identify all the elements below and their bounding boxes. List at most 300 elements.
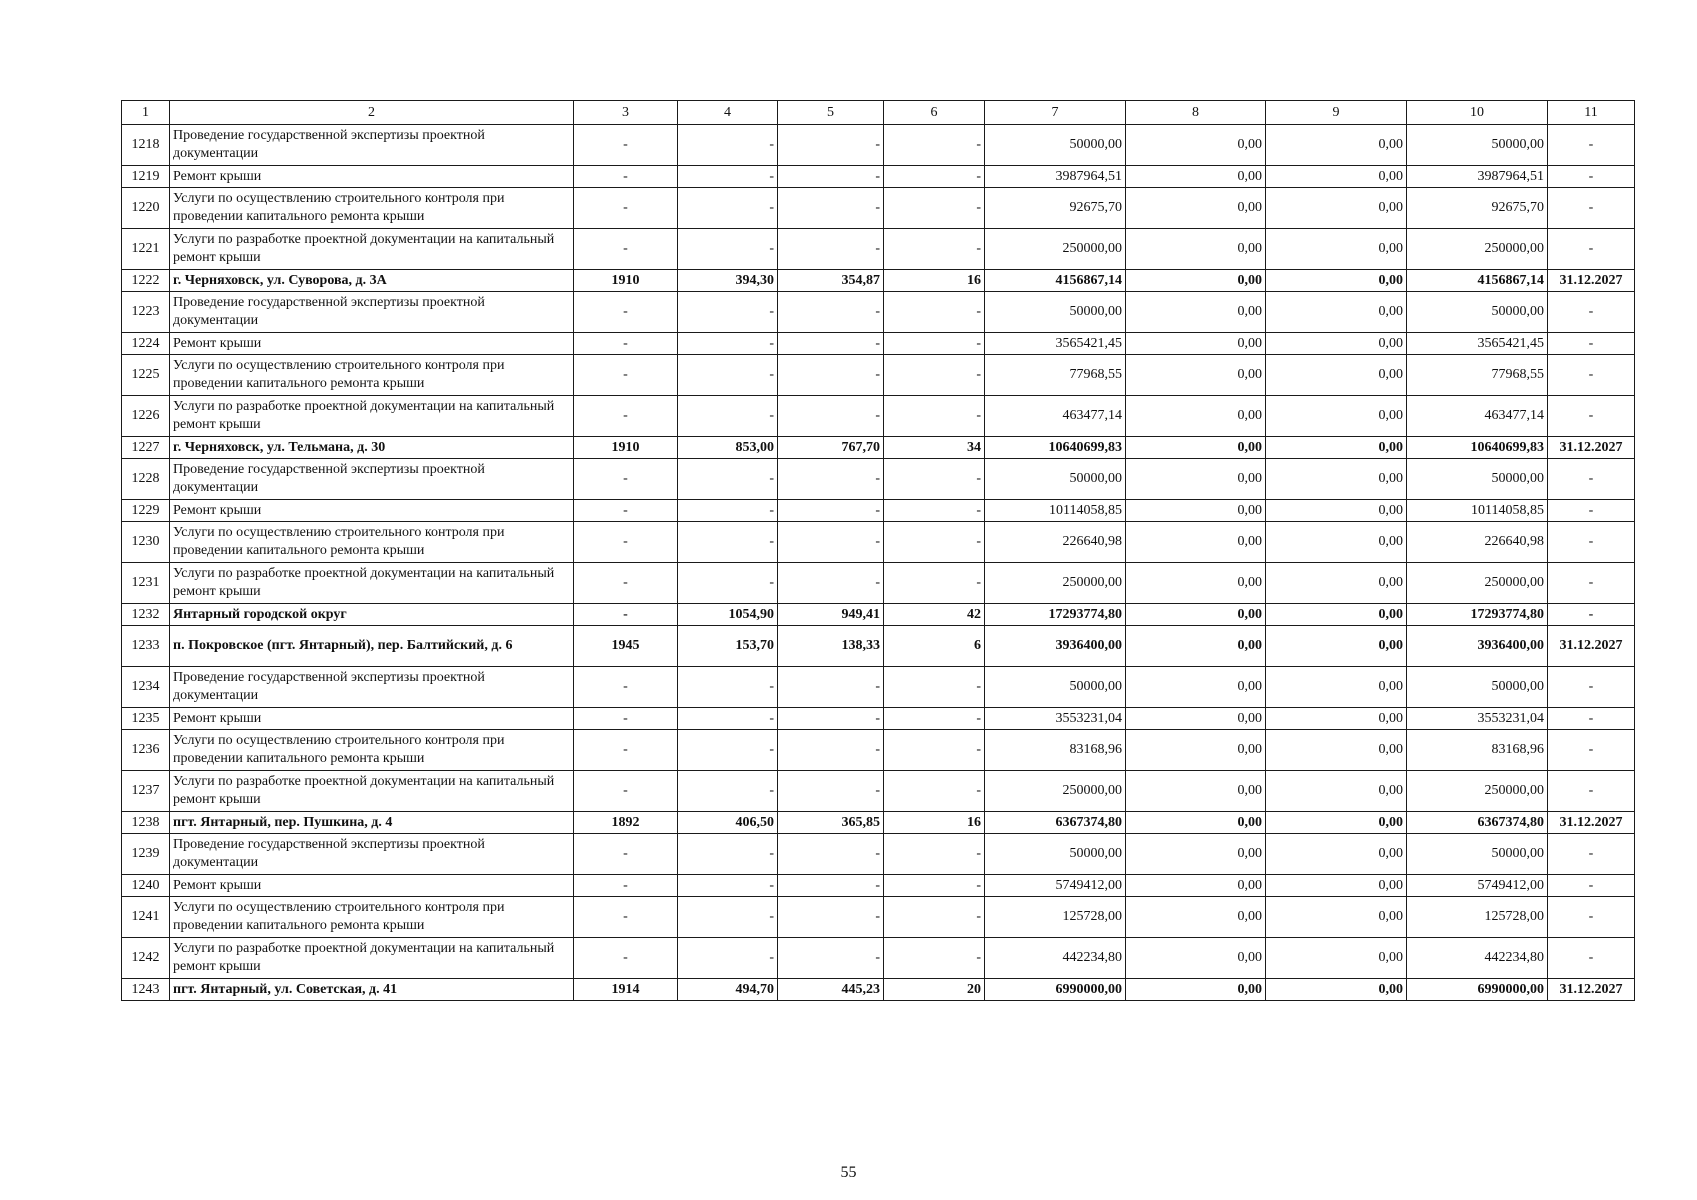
cell-col6: - [884,667,985,708]
table-row [122,626,1635,667]
cell-col6: - [884,897,985,938]
cell-col10: 250000,00 [1407,563,1548,604]
row-number: 1219 [122,166,170,188]
work-description: Янтарный городской округ [170,604,574,626]
cell-col11: - [1548,604,1635,626]
work-description: Проведение государственной экспертизы проектной документации [170,459,574,500]
work-description: Проведение государственной экспертизы проектной документации [170,667,574,708]
cell-col7: 250000,00 [985,771,1126,812]
table-row [122,396,1635,437]
cell-col3: 1945 [574,626,678,667]
cell-col8: 0,00 [1126,938,1266,979]
cell-col4: 853,00 [678,437,778,459]
cell-col4: - [678,188,778,229]
row-number: 1224 [122,333,170,355]
cell-col5: - [778,396,884,437]
column-header-7: 7 [985,101,1126,125]
cell-col5: - [778,771,884,812]
cell-col11: - [1548,522,1635,563]
cell-col4: - [678,355,778,396]
cell-col9: 0,00 [1266,979,1407,1001]
table-row [122,771,1635,812]
table-row [122,604,1635,626]
cell-col7: 6367374,80 [985,812,1126,834]
cell-col8: 0,00 [1126,355,1266,396]
column-header-5: 5 [778,101,884,125]
cell-col9: 0,00 [1266,522,1407,563]
row-number: 1235 [122,708,170,730]
column-header-2: 2 [170,101,574,125]
cell-col4: 494,70 [678,979,778,1001]
cell-col10: 3553231,04 [1407,708,1548,730]
cell-col8: 0,00 [1126,626,1266,667]
work-description: пгт. Янтарный, пер. Пушкина, д. 4 [170,812,574,834]
column-header-8: 8 [1126,101,1266,125]
work-description: Услуги по осуществлению строительного контроля при проведении капитального ремонта крыши [170,730,574,771]
cell-col5: - [778,166,884,188]
cell-col3: 1892 [574,812,678,834]
cell-col9: 0,00 [1266,125,1407,166]
cell-col5: - [778,333,884,355]
cell-col11: 31.12.2027 [1548,979,1635,1001]
cell-col8: 0,00 [1126,604,1266,626]
work-description: п. Покровское (пгт. Янтарный), пер. Балтийский, д. 6 [170,626,574,667]
cell-col3: - [574,125,678,166]
cell-col8: 0,00 [1126,188,1266,229]
work-description: Проведение государственной экспертизы проектной документации [170,834,574,875]
work-description: Услуги по осуществлению строительного контроля при проведении капитального ремонта крыши [170,897,574,938]
cell-col10: 77968,55 [1407,355,1548,396]
cell-col11: - [1548,667,1635,708]
cell-col5: - [778,355,884,396]
cell-col9: 0,00 [1266,229,1407,270]
cell-col5: 767,70 [778,437,884,459]
table-row [122,292,1635,333]
row-number: 1227 [122,437,170,459]
cell-col8: 0,00 [1126,812,1266,834]
table-row [122,500,1635,522]
work-description: г. Черняховск, ул. Суворова, д. 3А [170,270,574,292]
cell-col4: - [678,667,778,708]
cell-col3: - [574,708,678,730]
work-description: Ремонт крыши [170,708,574,730]
work-description: Ремонт крыши [170,166,574,188]
cell-col7: 10640699,83 [985,437,1126,459]
cell-col3: 1910 [574,270,678,292]
table-row [122,459,1635,500]
cell-col10: 4156867,14 [1407,270,1548,292]
row-number: 1242 [122,938,170,979]
cell-col9: 0,00 [1266,333,1407,355]
row-number: 1221 [122,229,170,270]
cell-col10: 50000,00 [1407,834,1548,875]
row-number: 1220 [122,188,170,229]
cell-col10: 50000,00 [1407,667,1548,708]
cell-col3: - [574,522,678,563]
row-number: 1229 [122,500,170,522]
cell-col4: - [678,333,778,355]
cell-col7: 17293774,80 [985,604,1126,626]
cell-col4: 394,30 [678,270,778,292]
cell-col6: - [884,875,985,897]
table-row [122,333,1635,355]
cell-col11: - [1548,355,1635,396]
cell-col11: - [1548,188,1635,229]
cell-col6: - [884,834,985,875]
cell-col5: - [778,897,884,938]
cell-col11: 31.12.2027 [1548,437,1635,459]
cell-col5: - [778,459,884,500]
column-header-6: 6 [884,101,985,125]
cell-col10: 250000,00 [1407,229,1548,270]
table-row [122,563,1635,604]
cell-col6: - [884,396,985,437]
cell-col6: 16 [884,270,985,292]
cell-col8: 0,00 [1126,897,1266,938]
work-description: Услуги по осуществлению строительного контроля при проведении капитального ремонта крыши [170,188,574,229]
cell-col4: - [678,166,778,188]
cell-col11: 31.12.2027 [1548,270,1635,292]
cell-col10: 226640,98 [1407,522,1548,563]
cell-col3: - [574,771,678,812]
cell-col3: - [574,459,678,500]
cell-col4: - [678,834,778,875]
cell-col4: - [678,708,778,730]
cell-col6: 6 [884,626,985,667]
work-description: г. Черняховск, ул. Тельмана, д. 30 [170,437,574,459]
cell-col7: 50000,00 [985,459,1126,500]
cell-col4: - [678,938,778,979]
cell-col8: 0,00 [1126,875,1266,897]
table-row [122,812,1635,834]
cell-col7: 250000,00 [985,229,1126,270]
cell-col6: 34 [884,437,985,459]
cell-col6: - [884,708,985,730]
cell-col7: 50000,00 [985,667,1126,708]
column-header-1: 1 [122,101,170,125]
cell-col6: - [884,166,985,188]
cell-col8: 0,00 [1126,730,1266,771]
cell-col8: 0,00 [1126,500,1266,522]
cell-col5: - [778,522,884,563]
work-description: Услуги по разработке проектной документации на капитальный ремонт крыши [170,396,574,437]
cell-col4: - [678,730,778,771]
cell-col3: - [574,292,678,333]
cell-col3: - [574,355,678,396]
table-row [122,667,1635,708]
table-row [122,897,1635,938]
cell-col5: 445,23 [778,979,884,1001]
cell-col10: 10640699,83 [1407,437,1548,459]
cell-col7: 50000,00 [985,292,1126,333]
table-row [122,979,1635,1001]
cell-col3: - [574,563,678,604]
work-description: Ремонт крыши [170,875,574,897]
cell-col9: 0,00 [1266,626,1407,667]
work-description: Проведение государственной экспертизы проектной документации [170,292,574,333]
cell-col3: - [574,333,678,355]
cell-col7: 4156867,14 [985,270,1126,292]
cell-col9: 0,00 [1266,875,1407,897]
row-number: 1237 [122,771,170,812]
table-row [122,270,1635,292]
cell-col8: 0,00 [1126,522,1266,563]
cell-col8: 0,00 [1126,771,1266,812]
cell-col10: 3565421,45 [1407,333,1548,355]
cell-col11: - [1548,897,1635,938]
cell-col9: 0,00 [1266,812,1407,834]
cell-col8: 0,00 [1126,834,1266,875]
cell-col3: - [574,834,678,875]
cell-col5: - [778,125,884,166]
cell-col5: - [778,500,884,522]
cell-col8: 0,00 [1126,166,1266,188]
cell-col10: 463477,14 [1407,396,1548,437]
cell-col3: 1910 [574,437,678,459]
cell-col4: - [678,522,778,563]
cell-col7: 3553231,04 [985,708,1126,730]
cell-col10: 17293774,80 [1407,604,1548,626]
register-table [121,100,1635,1001]
cell-col9: 0,00 [1266,292,1407,333]
cell-col7: 442234,80 [985,938,1126,979]
cell-col4: - [678,500,778,522]
cell-col5: - [778,834,884,875]
cell-col11: - [1548,459,1635,500]
cell-col10: 6367374,80 [1407,812,1548,834]
table-row [122,730,1635,771]
cell-col4: - [678,229,778,270]
cell-col10: 50000,00 [1407,125,1548,166]
cell-col9: 0,00 [1266,459,1407,500]
table-body [122,101,1635,1001]
cell-col6: - [884,355,985,396]
work-description: Ремонт крыши [170,500,574,522]
table-row [122,229,1635,270]
cell-col10: 250000,00 [1407,771,1548,812]
cell-col6: - [884,522,985,563]
row-number: 1243 [122,979,170,1001]
cell-col8: 0,00 [1126,333,1266,355]
cell-col6: - [884,188,985,229]
cell-col10: 6990000,00 [1407,979,1548,1001]
table-row [122,875,1635,897]
row-number: 1230 [122,522,170,563]
cell-col11: - [1548,771,1635,812]
cell-col5: 365,85 [778,812,884,834]
cell-col6: 20 [884,979,985,1001]
cell-col5: - [778,563,884,604]
cell-col3: - [574,229,678,270]
table-row [122,938,1635,979]
column-header-4: 4 [678,101,778,125]
cell-col6: 42 [884,604,985,626]
cell-col7: 50000,00 [985,834,1126,875]
table-row [122,188,1635,229]
cell-col9: 0,00 [1266,897,1407,938]
cell-col5: 138,33 [778,626,884,667]
row-number: 1236 [122,730,170,771]
cell-col3: - [574,667,678,708]
cell-col8: 0,00 [1126,708,1266,730]
column-header-9: 9 [1266,101,1407,125]
row-number: 1228 [122,459,170,500]
column-header-11: 11 [1548,101,1635,125]
cell-col9: 0,00 [1266,188,1407,229]
cell-col5: - [778,229,884,270]
row-number: 1239 [122,834,170,875]
cell-col6: - [884,333,985,355]
cell-col4: 406,50 [678,812,778,834]
cell-col10: 125728,00 [1407,897,1548,938]
table-row [122,522,1635,563]
cell-col4: 1054,90 [678,604,778,626]
cell-col4: - [678,897,778,938]
cell-col8: 0,00 [1126,459,1266,500]
row-number: 1240 [122,875,170,897]
cell-col6: - [884,125,985,166]
work-description: Услуги по осуществлению строительного контроля при проведении капитального ремонта крыши [170,522,574,563]
cell-col3: - [574,897,678,938]
cell-col6: - [884,459,985,500]
cell-col3: - [574,730,678,771]
cell-col6: 16 [884,812,985,834]
row-number: 1234 [122,667,170,708]
cell-col6: - [884,771,985,812]
work-description: Услуги по разработке проектной документации на капитальный ремонт крыши [170,563,574,604]
cell-col11: - [1548,563,1635,604]
cell-col7: 3936400,00 [985,626,1126,667]
cell-col4: - [678,292,778,333]
cell-col11: - [1548,396,1635,437]
row-number: 1218 [122,125,170,166]
cell-col7: 463477,14 [985,396,1126,437]
cell-col11: - [1548,875,1635,897]
table-row [122,437,1635,459]
cell-col10: 3987964,51 [1407,166,1548,188]
cell-col3: - [574,396,678,437]
cell-col5: - [778,875,884,897]
cell-col8: 0,00 [1126,229,1266,270]
cell-col11: - [1548,166,1635,188]
cell-col7: 77968,55 [985,355,1126,396]
work-description: Услуги по осуществлению строительного контроля при проведении капитального ремонта крыши [170,355,574,396]
table-row [122,166,1635,188]
row-number: 1222 [122,270,170,292]
cell-col10: 442234,80 [1407,938,1548,979]
cell-col11: 31.12.2027 [1548,812,1635,834]
row-number: 1225 [122,355,170,396]
cell-col3: - [574,938,678,979]
cell-col6: - [884,730,985,771]
cell-col6: - [884,500,985,522]
cell-col10: 3936400,00 [1407,626,1548,667]
table-row [122,125,1635,166]
cell-col6: - [884,563,985,604]
cell-col4: - [678,875,778,897]
work-description: пгт. Янтарный, ул. Советская, д. 41 [170,979,574,1001]
cell-col4: - [678,563,778,604]
cell-col7: 3987964,51 [985,166,1126,188]
cell-col9: 0,00 [1266,355,1407,396]
cell-col4: - [678,459,778,500]
cell-col11: - [1548,333,1635,355]
work-description: Услуги по разработке проектной документации на капитальный ремонт крыши [170,229,574,270]
cell-col9: 0,00 [1266,500,1407,522]
cell-col10: 10114058,85 [1407,500,1548,522]
cell-col3: - [574,166,678,188]
cell-col5: 354,87 [778,270,884,292]
work-description: Услуги по разработке проектной документации на капитальный ремонт крыши [170,771,574,812]
cell-col4: - [678,396,778,437]
work-description: Ремонт крыши [170,333,574,355]
cell-col8: 0,00 [1126,437,1266,459]
cell-col11: - [1548,708,1635,730]
cell-col5: - [778,667,884,708]
row-number: 1238 [122,812,170,834]
page-number: 55 [840,1164,857,1181]
cell-col11: 31.12.2027 [1548,626,1635,667]
cell-col11: - [1548,229,1635,270]
cell-col7: 5749412,00 [985,875,1126,897]
cell-col9: 0,00 [1266,166,1407,188]
cell-col10: 50000,00 [1407,292,1548,333]
cell-col5: 949,41 [778,604,884,626]
column-header-3: 3 [574,101,678,125]
cell-col7: 83168,96 [985,730,1126,771]
cell-col9: 0,00 [1266,604,1407,626]
cell-col9: 0,00 [1266,270,1407,292]
cell-col5: - [778,938,884,979]
cell-col9: 0,00 [1266,563,1407,604]
cell-col11: - [1548,125,1635,166]
cell-col9: 0,00 [1266,771,1407,812]
row-number: 1241 [122,897,170,938]
cell-col7: 10114058,85 [985,500,1126,522]
cell-col4: - [678,771,778,812]
cell-col10: 50000,00 [1407,459,1548,500]
cell-col8: 0,00 [1126,270,1266,292]
cell-col11: - [1548,292,1635,333]
cell-col4: - [678,125,778,166]
cell-col5: - [778,292,884,333]
cell-col9: 0,00 [1266,730,1407,771]
work-description: Услуги по разработке проектной документации на капитальный ремонт крыши [170,938,574,979]
cell-col3: 1914 [574,979,678,1001]
cell-col9: 0,00 [1266,667,1407,708]
cell-col8: 0,00 [1126,563,1266,604]
cell-col11: - [1548,500,1635,522]
cell-col5: - [778,708,884,730]
cell-col10: 92675,70 [1407,188,1548,229]
cell-col7: 3565421,45 [985,333,1126,355]
cell-col3: - [574,875,678,897]
cell-col7: 226640,98 [985,522,1126,563]
row-number: 1226 [122,396,170,437]
cell-col3: - [574,188,678,229]
cell-col8: 0,00 [1126,125,1266,166]
cell-col10: 83168,96 [1407,730,1548,771]
cell-col7: 92675,70 [985,188,1126,229]
column-header-10: 10 [1407,101,1548,125]
cell-col7: 6990000,00 [985,979,1126,1001]
cell-col5: - [778,188,884,229]
row-number: 1232 [122,604,170,626]
cell-col7: 125728,00 [985,897,1126,938]
cell-col5: - [778,730,884,771]
cell-col3: - [574,604,678,626]
cell-col11: - [1548,834,1635,875]
